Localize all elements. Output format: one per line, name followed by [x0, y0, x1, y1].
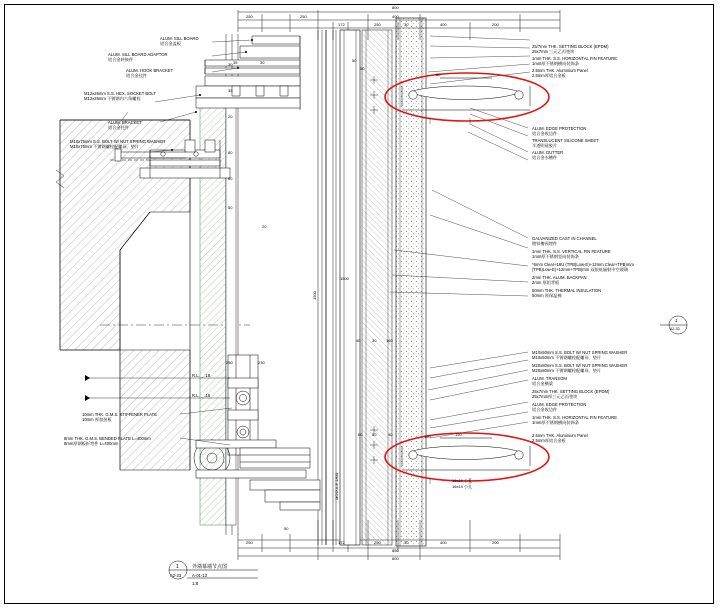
label-sill-board-adaptor-en: ALUM. SILL BOARD ADAPTOR — [108, 52, 168, 57]
label-alum-hook-bracket-cn: 铝合金挂件 — [126, 73, 147, 78]
label-setting-block-b-cn: 25x7mm厚三元乙丙垫块 — [532, 394, 578, 399]
label-silicone-sheet-cn: 半透明硅胶片 — [532, 143, 558, 148]
dim-left-50: 50 — [228, 205, 233, 210]
label-m20x80-bolt-en: M20x80mm S.S. BOLT W/ NUT SPRING WASHER — [532, 363, 628, 368]
vertical-label-module: MODULE 1800 — [334, 472, 339, 500]
label-alum-sill-board-cn: 铝合金盖板 — [160, 41, 181, 46]
dim-misc-30: 30 — [372, 338, 377, 343]
drawing-ref: A2-33 — [170, 573, 182, 578]
section-marker-number: 1 — [675, 318, 678, 323]
label-edge-protection-b-cn: 铝合金收边件 — [532, 407, 558, 412]
dim-bot-200: 200 — [492, 540, 499, 545]
label-horizontal-fin-b-en: 1mm THK. S.S. HORIZONTAL FIN FEATURE — [532, 415, 617, 420]
label-stiffener-plate-cn: 10mm 厚加劲板 — [82, 417, 112, 422]
label-thermal-insulation-en: 50mm THK. THERMAL INSULATION — [532, 288, 602, 293]
dim-left-30: 30 — [228, 62, 233, 67]
label-bolt-nut-washer-en: M10x75mm S.S. BOLT W/ NUT SPRING WASHER — [70, 139, 166, 144]
label-bended-plate-en: 8mm THK. G.M.S. BENDED PLATE L=400mm — [64, 436, 151, 441]
label-silicone-sheet-en: TRANSLUCENT SILICONE SHEET — [532, 138, 599, 143]
dim-top-250c: 250 — [374, 22, 381, 27]
label-m20x80-bolt-cn: M20x80mm 不锈钢螺栓配螺母、垫片 — [532, 368, 602, 373]
dim-top-30b: 30 — [260, 60, 265, 65]
label-edge-protection-en: ALUM. EDGE PROTECTION — [532, 126, 587, 131]
dim-misc-40: 40 — [388, 432, 393, 437]
level-label-2: R.L. _ .18 — [192, 393, 211, 398]
vertical-label-1500: 1500 — [312, 291, 317, 300]
dim-misc-1500: 1500 — [340, 276, 349, 281]
detail-note-bottom: 16x19 小孔 — [452, 484, 473, 489]
label-horizontal-fin-cn: 1mm厚不锈钢横向装饰条 — [532, 61, 579, 66]
dim-misc-80: 80 — [436, 72, 441, 77]
title-tag-number: 1 — [176, 564, 179, 570]
label-vertical-fin-en: 1mm THK. S.S. VERTICAL FIN FEATURE — [532, 249, 611, 254]
label-hex-socket-bolt-cn: M12x26mm 不锈钢内六角螺栓 — [84, 96, 141, 101]
dim-misc-hole-bottom: 16x19 小孔 — [452, 478, 473, 483]
label-alum-hook-bracket-en: ALUM. HOOK BRACKET — [126, 68, 174, 73]
label-horizontal-fin-en: 1mm THK. S.S. HORIZONTAL FIN FEATURE — [532, 56, 617, 61]
label-edge-protection-b-en: ALUM. EDGE PROTECTION — [532, 402, 587, 407]
label-alum-panel-b-cn: 2.5mm厚铝合金板 — [532, 438, 566, 443]
label-sill-board-adaptor-cn: 铝合金转接件 — [108, 57, 134, 62]
dim-misc-60: 60 — [358, 432, 363, 437]
label-vertical-fin-cn: 1mm厚不锈钢竖向装饰条 — [532, 254, 579, 259]
label-m10x50-bolt-en: M10x50mm S.S. BOLT W/ NUT SPRING WASHER — [532, 350, 628, 355]
dim-bot-800: 800 — [392, 556, 399, 561]
label-bended-plate-cn: 8mm厚钢板折弯件 L=400mm — [64, 441, 119, 446]
drawing-scale: 1:8 — [192, 581, 199, 586]
dim-top-172: 172 — [338, 22, 345, 27]
dim-left-20b: 20 — [262, 224, 267, 229]
dim-bot-150: 150 — [424, 434, 431, 439]
label-m10x50-bolt-cn: M10x50mm 不锈钢螺栓配螺母、垫片 — [532, 355, 602, 360]
label-horizontal-fin-b-cn: 1mm厚不锈钢横向装饰条 — [532, 420, 579, 425]
label-alum-panel-top-en: 2.5mm THK. Aluminium Panel — [532, 68, 588, 73]
dim-top-50a: 50 — [352, 58, 357, 63]
label-hex-socket-bolt-en: M12x26mm S.S. HEX. SOCKET BOLT — [84, 91, 156, 96]
dim-bot-30: 30 — [404, 540, 409, 545]
label-setting-block-cn: 25x7mm 三元乙丙垫块 — [532, 49, 575, 54]
dim-bot-250b: 250 — [374, 540, 381, 545]
dim-misc-150: 150 — [455, 432, 462, 437]
dim-top-50b: 50 — [360, 66, 365, 71]
dim-left-35: 35 — [228, 88, 233, 93]
label-setting-block-b-en: 25x7mm THK. SETTING BLOCK (EPDM) — [532, 389, 610, 394]
label-alum-backpan-en: 2mm THK. ALUM. BACKPAN — [532, 275, 587, 280]
label-alum-transom-en: ALUM. TRANSOM — [532, 376, 567, 381]
label-alum-sill-board-en: ALUM. SILL BOARD — [160, 36, 199, 41]
label-alum-panel-b-en: 2.5mm THK. Aluminium Panel — [532, 433, 588, 438]
dim-top-250a: 250 — [246, 14, 253, 19]
label-alum-gutter-cn: 铝合金水槽件 — [532, 155, 558, 160]
dim-left-230: 230 — [258, 360, 265, 365]
level-label-1: R.L. _ .18 — [192, 373, 211, 378]
label-alum-gutter-en: ALUM. GUTTER — [532, 150, 564, 155]
dim-bot-50: 50 — [284, 526, 289, 531]
dim-misc-45: 45 — [356, 338, 361, 343]
dim-top-800: 800 — [392, 5, 399, 10]
dim-top-400b: 400 — [440, 22, 447, 27]
label-igu-makeup-en: *6mm Clear+16U (TPB)Low-E)+12mm Clear+TPB)mm — [532, 262, 634, 267]
dim-bot-250: 250 — [246, 540, 253, 545]
label-alum-backpan-cn: 2mm 厚铝背板 — [532, 280, 560, 285]
dim-misc-160: 160 — [386, 338, 393, 343]
label-alum-bracket-cn: 铝合金托件 — [108, 125, 129, 130]
label-stiffener-plate-en: 10mm THK. G.M.S. STIFFENER PLATE — [82, 412, 157, 417]
label-alum-panel-top-cn: 2.5mm厚铝合金板 — [532, 73, 566, 78]
dim-bot-850: 850 — [392, 548, 399, 553]
label-edge-protection-cn: 铝合金收边件 — [532, 131, 558, 136]
label-igu-makeup-cn: (TPB)Low-E)+12mm+TPB)mm 双银低辐射中空玻璃 — [532, 267, 629, 272]
label-alum-bracket-en: ALUM. BRACKET — [108, 120, 142, 125]
dim-left-250: 250 — [226, 360, 233, 365]
dim-top-250b: 250 — [300, 14, 307, 19]
label-cast-in-channel-cn: 镀锌槽预埋件 — [532, 241, 558, 246]
dim-bot-172: 172 — [338, 540, 345, 545]
dim-left-80: 80 — [228, 150, 233, 155]
dim-left-60: 60 — [228, 176, 233, 181]
label-setting-block-en: 25/7mm THK. SETTING BLOCK (EPDM) — [532, 44, 609, 49]
dim-misc-50: 50 — [372, 432, 377, 437]
dim-top-200: 200 — [492, 22, 499, 27]
label-cast-in-channel-en: GALVANIZED CAST IN CHANNEL — [532, 236, 597, 241]
drawing-ref2: A-01-13 — [192, 573, 207, 578]
dim-top-35: 35 — [233, 60, 238, 65]
dim-top-400: 400 — [392, 14, 399, 19]
dim-left-20: 20 — [228, 114, 233, 119]
label-bolt-nut-washer-cn: M10x75mm 不锈钢螺栓配螺母、垫片 — [70, 144, 140, 149]
drawing-title: 外墙幕墙节点图 — [192, 564, 228, 570]
dim-top-30: 30 — [404, 22, 409, 27]
dim-bot-400: 400 — [440, 540, 447, 545]
section-marker-ref: A2-33 — [670, 327, 680, 331]
label-alum-transom-cn: 铝合金横梁 — [532, 381, 553, 386]
label-thermal-insulation-cn: 50mm 厚保温棉 — [532, 293, 562, 298]
